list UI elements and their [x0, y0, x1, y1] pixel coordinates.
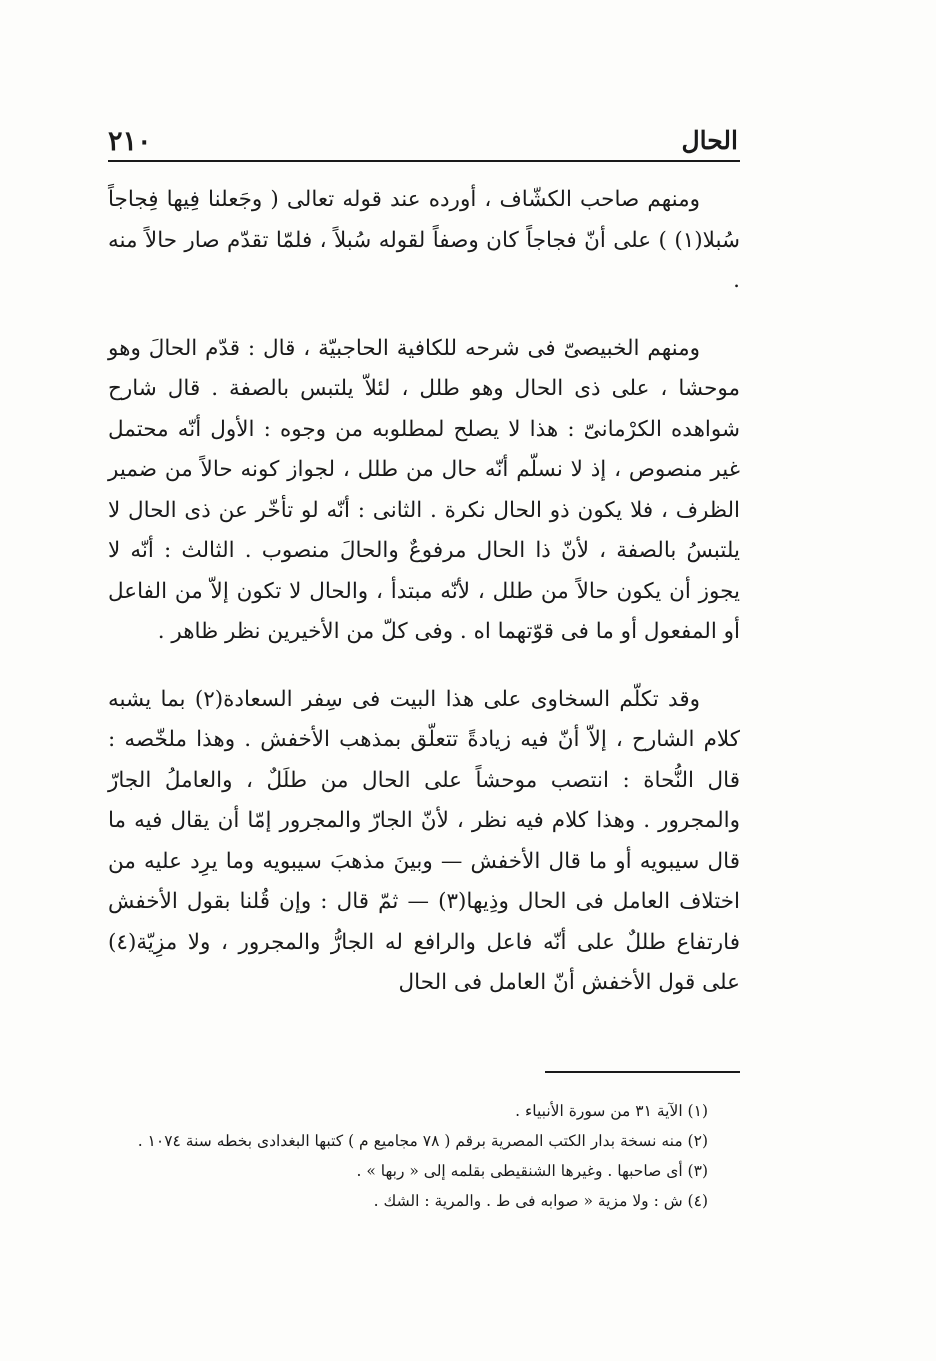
page-number: ٢١٠	[108, 126, 152, 157]
footnote: (١) الآية ٣١ من سورة الأنبياء .	[515, 1102, 708, 1120]
paragraph: وقد تكلّم السخاوى على هذا البيت فى سِفر السعادة(٢) بما يشبه كلام الشارح ، إلاّ أنّ فيه زيادةً تتعلّق بمذهب الأخفش . وهذا ملخّصه : قال النُّحاة : انتصب موحشاً على الحال من طلَلٌ ، والعاملُ الجارّ والمجرور . وهذا كلام فيه نظر ، لأنّ الجارّ والمجرور إمّا أن يقال فيه ما قال سيبويه أو ما قال الأخفش — وبينَ مذهبَ سيبويه وما يرِد عليه من اختلاف العامل فى الحال وذِيها(٣) — ثمّ قال : وإن قُلنا بقول الأخفش فارتفاع طللٌ على أنّه فاعل والرافع له الجارُّ والمجرور ، ولا مزِيّة(٤) على قول الأخفش أنّ العامل فى الحال	[108, 686, 741, 995]
header-rule	[108, 160, 740, 162]
main-text	[108, 180, 740, 1031]
footnote: (٣) أى صاحبها . وغيرها الشنقيطى بقلمه إلى « ربها » .	[356, 1162, 708, 1180]
footnote: (٢) منه نسخة بدار الكتب المصرية برقم ( ٧٨ مجاميع م ) كتبها البغدادى بخطه سنة ١٠٧٤ .	[137, 1132, 708, 1150]
footnotes	[108, 1096, 708, 1216]
footnote: (٤) ش : ولا مزية « صوابه فى ط . والمرية : الشك .	[373, 1192, 708, 1210]
footnote-rule	[545, 1071, 740, 1073]
paragraph: ومنهم الخبيصىّ فى شرحه للكافية الحاجبيّة ، قال : قدّم الحالَ وهو موحشا ، على ذى الحال وهو طلل ، لئلاّ يلتبس بالصفة . قال شارح شواهده الكرْمانىّ : هذا لا يصلح لمطلوبه من وجوه : الأول أنّه محتمل غير منصوص ، إذ لا نسلّم أنّه حال من طلل ، لجواز كونه حالاً من ضمير الظرف ، فلا يكون ذو الحال نكرة . الثانى : أنّه لو تأخّر عن ذى الحال لا يلتبسُ بالصفة ، لأنّ ذا الحال مرفوعٌ والحالَ منصوب . الثالث : أنّه لا يجوز أن يكون حالاً من طلل ، لأنّه مبتدأ ، والحال لا تكون إلاّ من الفاعل أو المفعول أو ما فى قوّتهما اه . وفى كلّ من الأخيرين نظر ظاهر .	[108, 335, 740, 644]
running-title: الحال	[681, 126, 738, 155]
paragraph: ومنهم صاحب الكشّاف ، أورده عند قوله تعالى ( وجَعلنا فِيها فِجاجاً سُبلا(١) ) على أنّ فجاجاً كان وصفاً لقوله سُبلاً ، فلمّا تقدّم صار حالاً منه .	[108, 187, 740, 293]
page-header	[108, 120, 738, 160]
